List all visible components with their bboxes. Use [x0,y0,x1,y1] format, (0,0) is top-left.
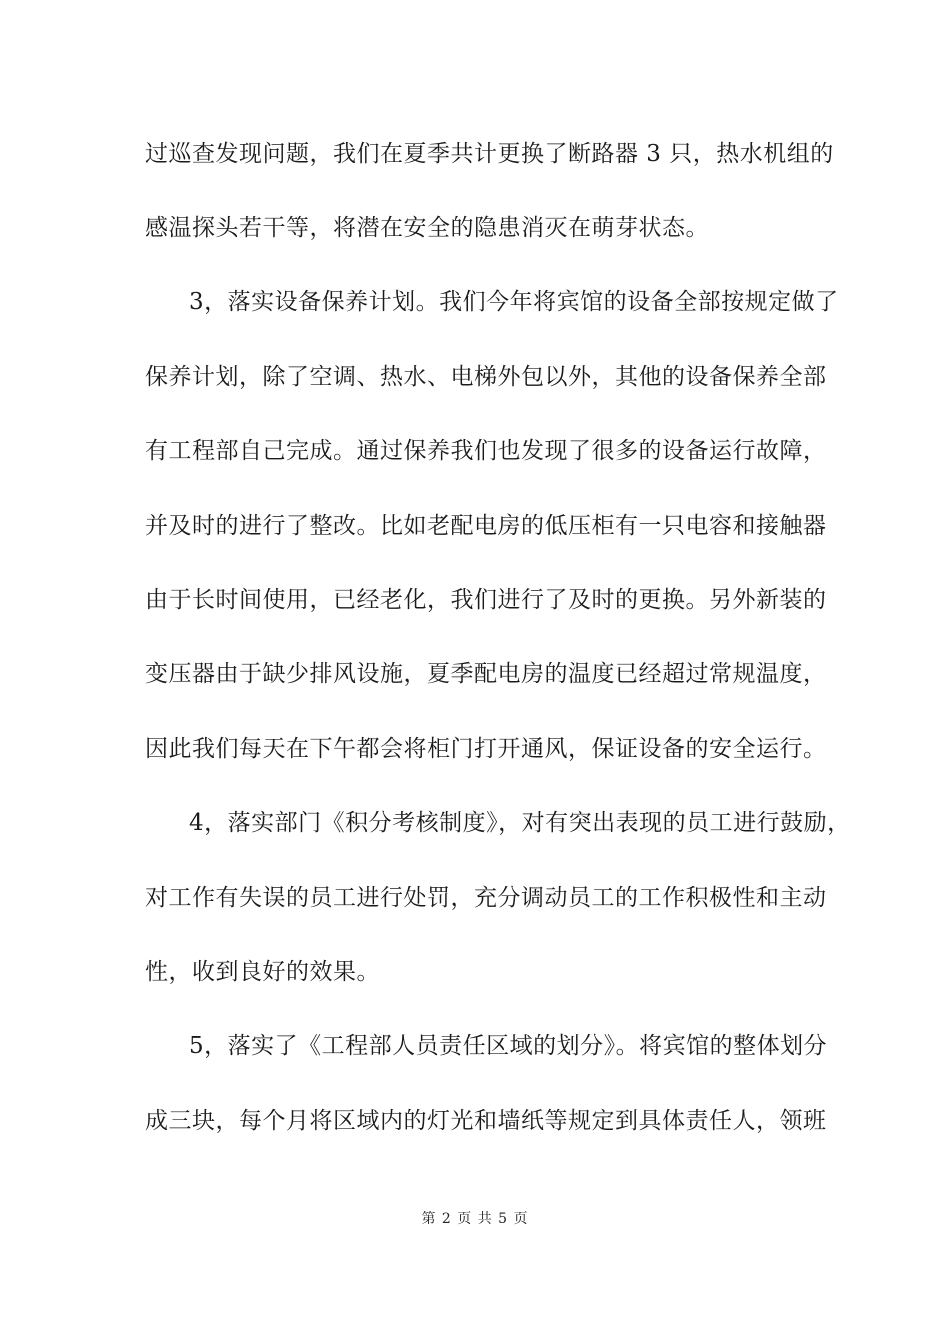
paragraph-line: 由于长时间使用，已经老化，我们进行了及时的更换。另外新装的 [145,587,827,613]
paragraph-line: 性，收到良好的效果。 [145,959,380,985]
paragraph-line: 并及时的进行了整改。比如老配电房的低压柜有一只电容和接触器 [145,513,827,539]
paragraph-line: 过巡查发现问题，我们在夏季共计更换了断路器 3 只，热水机组的 [145,141,834,167]
paragraph-line: 保养计划，除了空调、热水、电梯外包以外，其他的设备保养全部 [145,364,827,390]
paragraph-line: 因此我们每天在下午都会将柜门打开通风，保证设备的安全运行。 [145,736,827,762]
paragraph-line: 变压器由于缺少排风设施，夏季配电房的温度已经超过常规温度， [145,661,827,687]
paragraph-line: 感温探头若干等，将潜在安全的隐患消灭在萌芽状态。 [145,215,709,241]
paragraph-line: 成三块，每个月将区域内的灯光和墙纸等规定到具体责任人，领班 [145,1108,827,1134]
paragraph-line: 3，落实设备保养计划。我们今年将宾馆的设备全部按规定做了 [189,289,839,315]
paragraph-line: 4，落实部门《积分考核制度》，对有突出表现的员工进行鼓励， [189,810,851,836]
paragraph-line: 5，落实了《工程部人员责任区域的划分》。将宾馆的整体划分 [189,1033,828,1059]
paragraph-line: 有工程部自己完成。通过保养我们也发现了很多的设备运行故障， [145,438,827,464]
page-number-footer: 第 2 页 共 5 页 [421,1211,529,1227]
paragraph-line: 对工作有失误的员工进行处罚，充分调动员工的工作积极性和主动 [145,885,827,911]
